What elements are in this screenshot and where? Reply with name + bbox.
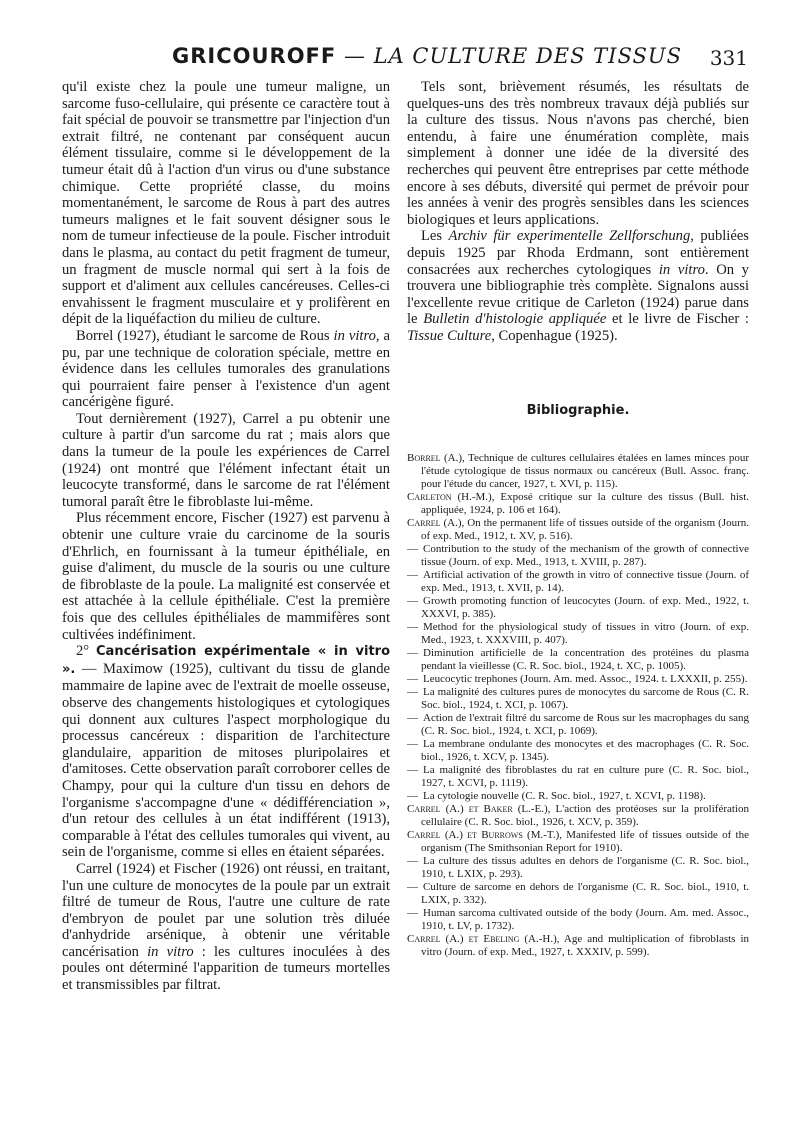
ditto-dash: —	[407, 790, 418, 803]
bibliography-entry	[407, 829, 749, 855]
bibliography-entry	[407, 517, 749, 543]
bibliography-entry	[407, 933, 749, 959]
bibliography-entry	[407, 673, 749, 686]
bibliography-entry	[407, 855, 749, 881]
bibliography-text: , On the permanent life of tissues outside of the organism (Journ. of exp. Med., 1912, t. XV, p. 516).	[421, 517, 749, 543]
bibliography-entry	[407, 647, 749, 673]
bibliography-text: La cytologie nouvelle (C. R. Soc. biol., 1927, t. XCVI, p. 1198).	[423, 790, 706, 803]
paragraph: qu'il existe chez la poule une tumeur maligne, un sarcome fuso-cellulaire, qui présente ce caractère tout à fait spécial de pouvoir se transmettre par l'injection d'un extrait filtré, ne contenant par conséquent aucun élément tissulaire, comme si le développement de la tumeur était dû à l'action d'un virus ou d'une substance chimique. Cette propriété classe, du moins momentanément, le sarcome de Rous à part des autres tumeurs malignes et le fait souvent désigner sous le nom de tumeur infectieuse de la poule. Fischer introduit dans le plasma, au contact du petit fragment de tumeur, un fragment de muscle normal qui sert à la fois de support et d'aliment aux cellules cancéreuses. Celles-ci envahissent le fragment musculaire et y prolifèrent en dépit de la liquéfaction du milieu de culture.	[62, 79, 390, 328]
bibliography-entry	[407, 595, 749, 621]
ditto-dash: —	[407, 764, 418, 777]
bibliography-text: , Exposé critique sur la culture des tissus (Bull. hist. appliquée, 1924, p. 106 et 164).	[421, 491, 749, 517]
header-title	[172, 44, 682, 68]
bibliography-text: La malignité des fibroblastes du rat en culture pure (C. R. Soc. biol., 1927, t. XCVI, p. 1119).	[421, 764, 749, 790]
bibliography-entry	[407, 712, 749, 738]
section-title: Cancérisation expérimentale « in vitro ».	[62, 644, 390, 677]
left-column	[62, 79, 390, 994]
bibliography-text: Method for the physiological study of tissues in vitro (Journ. of exp. Med., 1923, t. XXXVIII, p. 407).	[421, 621, 749, 647]
bibliography-entry	[407, 907, 749, 933]
bibliography-entry	[407, 621, 749, 647]
bibliography-text: Artificial activation of the growth in vitro of connective tissue (Journ. of exp. Med., 1913, t. XVII, p. 14).	[421, 569, 749, 595]
paragraph: Tout dernièrement (1927), Carrel a pu obtenir une culture à partir d'un sarcome du rat ; mais alors que dans la tumeur de la poule les expériences de Carrel (1924) ont montré que l'élément infectant était un leucocyte transformé, dans le sarcome de rat l'élément tumoral paraît être le fibroblaste lui-même.	[62, 410, 390, 510]
bibliography-text: Contribution to the study of the mechanism of the growth of connective tissue (Journ. of exp. Med., 1913, t. XVIII, p. 287).	[421, 543, 749, 569]
bibliography-list	[407, 452, 749, 959]
paragraph: Borrel (1927), étudiant le sarcome de Rous in vitro, a pu, par une technique de coloration spéciale, mettre en évidence dans les cellules tumorales des granulations qui pourraient faire penser à l'existence d'un agent cancérigène figuré.	[62, 327, 390, 411]
bibliography-entry	[407, 452, 749, 491]
bibliography-text: Culture de sarcome en dehors de l'organisme (C. R. Soc. biol., 1910, t. LXIX, p. 332).	[421, 881, 749, 907]
running-header	[62, 44, 748, 74]
ditto-dash: —	[407, 569, 418, 582]
page-number: 331	[709, 46, 748, 70]
bibliography-author: Carleton (H.-M.)	[407, 491, 492, 504]
bibliography-entry	[407, 738, 749, 764]
bibliography-entry	[407, 764, 749, 790]
bibliography-text: Action de l'extrait filtré du sarcome de Rous sur les macrophages du sang (C. R. Soc. biol., 1924, t. XCI, p. 1069).	[421, 712, 749, 738]
bibliography-author: Borrel (A.)	[407, 452, 463, 465]
bibliography-text: La culture des tissus adultes en dehors de l'organisme (C. R. Soc. biol., 1910, t. LXIX, p. 293).	[421, 855, 749, 881]
ditto-dash: —	[407, 673, 418, 686]
ditto-dash: —	[407, 686, 418, 699]
bibliography-text: Growth promoting function of leucocytes (Journ. of exp. Med., 1922, t. XXXVI, p. 385).	[421, 595, 749, 621]
bibliography-entry	[407, 803, 749, 829]
ditto-dash: —	[407, 595, 418, 608]
bibliography-text: , Manifested life of tissues outside of the organism (The Smithsonian Report for 1910).	[421, 829, 749, 855]
ditto-dash: —	[407, 907, 418, 920]
bibliography-text: , Technique de cultures cellulaires étalées en lames minces pour l'étude cytologique de tissus normaux ou cancéreux (Bull. Assoc. franç. pour l'étude du cancer, 1927, t. XVI, p. 115).	[421, 452, 749, 491]
bibliography-text: La membrane ondulante des monocytes et des macrophages (C. R. Soc. biol., 1926, t. XCV, p. 1345).	[421, 738, 749, 764]
bibliography-entry	[407, 491, 749, 517]
paragraph: Plus récemment encore, Fischer (1927) est parvenu à obtenir une culture vraie du carcinome de la souris d'Ehrlich, en fournissant à la tumeur épithéliale, en guise d'aliment, du muscle de la souris ou une culture de fibroblaste de la poule. La malignité est conservée et est attachée à la cellule épithéliale. C'est la première fois que des cellules épithéliales de mammifères sont cultivées indéfiniment.	[62, 510, 390, 643]
right-column	[407, 79, 749, 959]
header-author: GRICOUROFF	[172, 44, 337, 68]
bibliography-text: Human sarcoma cultivated outside of the body (Journ. Am. med. Assoc., 1910, t. LV, p. 1732).	[421, 907, 749, 933]
bibliography-heading: Bibliographie.	[526, 402, 630, 418]
bibliography-entry	[407, 881, 749, 907]
bibliography-author: Carrel (A.) et Baker (L.-E.)	[407, 803, 548, 816]
bibliography-text: , L'action des protéoses sur la prolifération cellulaire (C. R. Soc. biol., 1926, t. XCV, p. 359).	[421, 803, 749, 829]
paragraph: Les Archiv für experimentelle Zellforschung, publiées depuis 1925 par Rhoda Erdmann, sont entièrement consacrées aux recherches cytologiques in vitro. On y trouvera une bibliographie très complète. Signalons aussi l'excellente revue critique de Carleton (1924) parue dans le Bulletin d'histologie appliquée et le livre de Fischer : Tissue Culture, Copenhague (1925).	[407, 228, 749, 344]
bibliography-author: Carrel (A.) et Ebeling (A.-H.)	[407, 933, 557, 946]
ditto-dash: —	[407, 621, 418, 634]
header-separator: —	[343, 44, 366, 68]
bibliography-text: Leucocytic trephones (Journ. Am. med. Assoc., 1924. t. LXXXII, p. 255).	[423, 673, 748, 686]
ditto-dash: —	[407, 855, 418, 868]
ditto-dash: —	[407, 738, 418, 751]
section-number: 2°	[76, 643, 90, 660]
bibliography-text: Diminution artificielle de la concentration des protéines du plasma pendant la vieillesse (C. R. Soc. biol., 1924, t. XC, p. 1005).	[421, 647, 749, 673]
section-paragraph: 2° Cancérisation expérimentale « in vitro ». — Maximow (1925), cultivant du tissu de glande mammaire de lapine avec de l'extrait de moelle osseuse, observe des changements histologiques et cytologiques qui donnent aux cultures l'aspect morphologique du processus cancéreux : disparition de l'architecture glandulaire, apparition de mitoses pluripolaires et d'amitoses. Cette observation paraît corroborer celles de Champy, pour qui la culture d'un tissu en dehors de l'organisme s'accompagne d'une « dédifférenciation », d'un retour des cellules à un état indifférent (1913), comparable à l'état des cellules tumorales qui vivent, au sein de l'organisme, comme si elles en étaient séparées.	[62, 643, 390, 861]
paragraph: Carrel (1924) et Fischer (1926) ont réussi, en traitant, l'un une culture de monocytes de la poule par un extrait filtré de tumeur de Rous, l'autre une culture de rate d'embryon de poulet par une solution très diluée d'anhydride arsénique, à obtenir une véritable cancérisation in vitro : les cultures inoculées à des poules ont déterminé l'apparition de tumeurs mortelles et transmissibles par filtrat.	[62, 860, 390, 994]
ditto-dash: —	[407, 712, 418, 725]
bibliography-text: , Age and multiplication of fibroblasts in vitro (Journ. of exp. Med., 1927, t. XXXIV, p. 599).	[421, 933, 749, 959]
ditto-dash: —	[407, 543, 418, 556]
header-article-title: LA CULTURE DES TISSUS	[373, 44, 682, 68]
bibliography-author: Carrel (A.)	[407, 517, 462, 530]
ditto-dash: —	[407, 881, 418, 894]
paragraph: Tels sont, brièvement résumés, les résultats de quelques-uns des très nombreux travaux déjà publiés sur la culture des tissus. Nous n'avons pas cherché, bien entendu, à faire une énumération complète, mais simplement à donner une idée de la diversité des recherches qui peuvent être entreprises par cette méthode encore à ses débuts, diversité qui permet de prévoir pour les années à venir des progrès sensibles dans les sciences biologiques et leurs applications.	[407, 79, 749, 228]
bibliography-entry	[407, 543, 749, 569]
bibliography-text: La malignité des cultures pures de monocytes du sarcome de Rous (C. R. Soc. biol., 1924, t. XCI, p. 1067).	[421, 686, 749, 712]
ditto-dash: —	[407, 647, 418, 660]
bibliography-entry	[407, 790, 749, 803]
bibliography-entry	[407, 686, 749, 712]
bibliography-entry	[407, 569, 749, 595]
bibliography-author: Carrel (A.) et Burrows (M.-T.)	[407, 829, 560, 842]
